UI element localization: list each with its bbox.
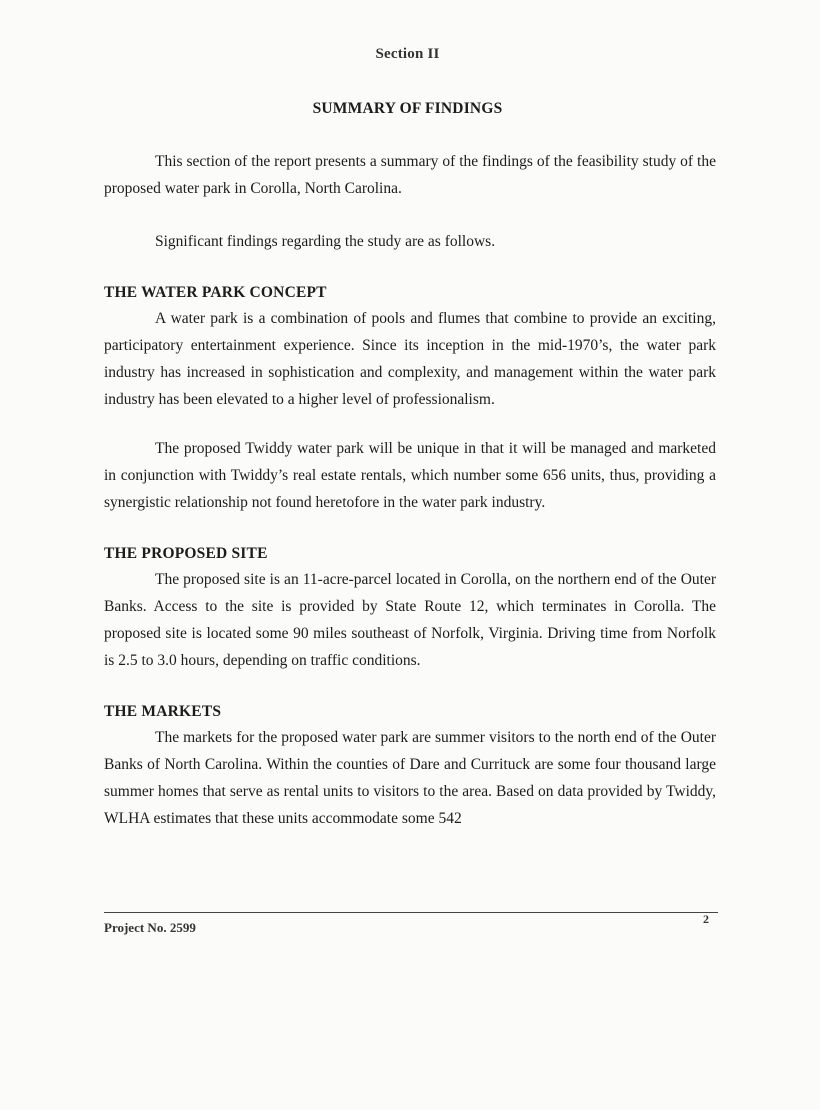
intro-paragraph: This section of the report presents a summary of the findings of the feasibility study of the proposed water park in Corolla, North Carolina. — [104, 153, 716, 197]
footer-divider — [104, 912, 718, 913]
project-number: Project No. 2599 — [104, 920, 196, 935]
page-number: 2 — [703, 912, 709, 926]
section-label: Section II — [375, 46, 440, 62]
body-paragraph: The markets for the proposed water park are summer visitors to the north end of the Outer Banks of North Carolina. Within the counties of Dare and Currituck are some four thousand large summer homes that serve as rental units to visitors to the area. Based on data provided by Twiddy, WLHA estimates that these units accommodate some 542 — [104, 729, 716, 827]
body-paragraph: The proposed Twiddy water park will be unique in that it will be managed and marketed in conjunction with Twiddy’s real estate rentals, which number some 656 units, thus, providing a synergistic relationship not found heretofore in the water park industry. — [104, 440, 716, 511]
section-heading-water-park-concept: THE WATER PARK CONCEPT — [104, 284, 327, 301]
section-heading-markets: THE MARKETS — [104, 703, 222, 720]
intro-paragraph: Significant findings regarding the study are as follows. — [155, 233, 496, 250]
body-paragraph: The proposed site is an 11-acre-parcel located in Corolla, on the northern end of the Outer Banks. Access to the site is provided by State Route 12, which terminates in Corolla. The proposed site is located some 90 miles southeast of Norfolk, Virginia. Driving time from Norfolk is 2.5 to 3.0 hours, depending on traffic conditions. — [104, 571, 716, 669]
body-paragraph: A water park is a combination of pools and flumes that combine to provide an exciting, participatory entertainment experience. Since its inception in the mid-1970’s, the water park industry has increased in sophistication and complexity, and management within the water park industry has been elevated to a higher level of professionalism. — [104, 310, 716, 408]
page-title: SUMMARY OF FINDINGS — [312, 100, 503, 117]
document-body — [104, 148, 716, 832]
section-heading-proposed-site: THE PROPOSED SITE — [104, 545, 268, 562]
